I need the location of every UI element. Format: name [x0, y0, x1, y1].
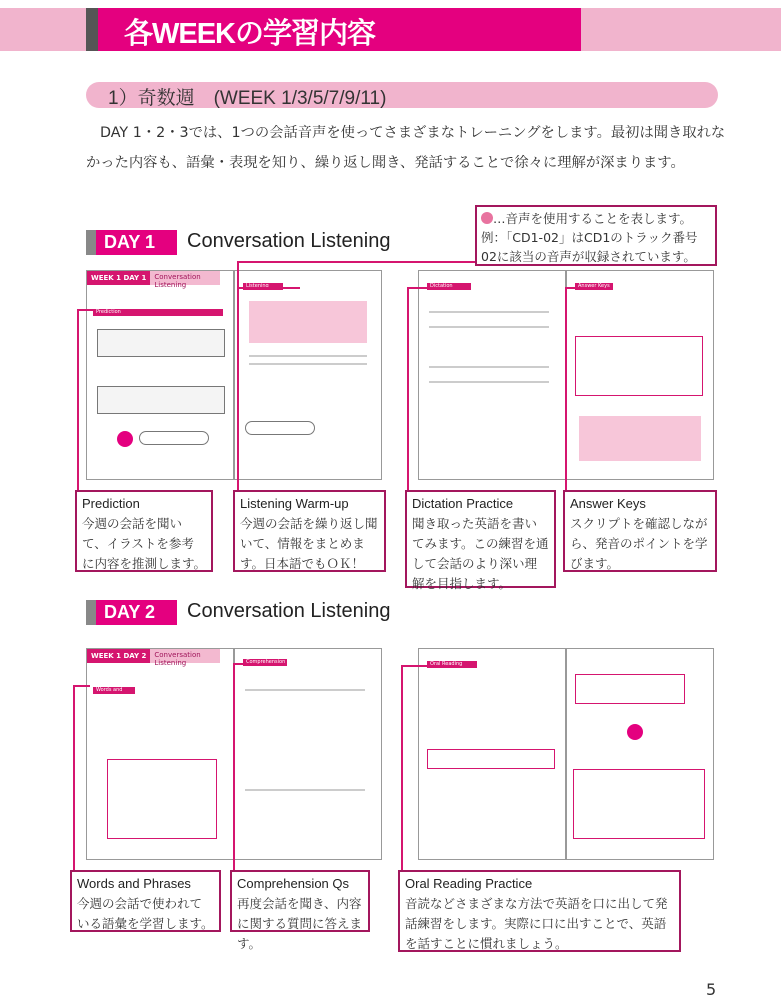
rule-line: [429, 326, 549, 328]
notes-box: [579, 416, 701, 461]
box-words-phrases: Words and Phrases 今週の会話で使われている語彙を学習します。: [70, 870, 221, 932]
day2-label: DAY 2: [86, 600, 177, 625]
day1-spread-right: [418, 270, 714, 480]
box-dictation: Dictation Practice 聞き取った英語を書いてみます。この練習を通して会話のより深い理解を目指します。: [405, 490, 556, 588]
practice-table: [427, 749, 555, 769]
rule-line: [249, 355, 367, 357]
intro-paragraph: DAY 1・2・3では、1つの会話音声を使ってさまざまなトレーニングをします。最初は聞き取れなかった内容も、語彙・表現を知り、繰り返し聞き、発話することで徐々に理解が深まります。: [86, 125, 726, 171]
box-comprehension: Comprehension Qs 再度会話を聞き、内容に関する質問に答えます。: [230, 870, 370, 932]
rule-line: [245, 689, 365, 691]
box-oral-reading: Oral Reading Practice 音読などさまざまな方法で英語を口に出して発話練習をします。実際に口に出すことで、英語を話すことに慣れましょう。: [398, 870, 681, 952]
callout-line1: …音声を使用することを表します。: [493, 211, 693, 226]
day2-title: Conversation Listening: [187, 600, 391, 622]
audio-callout: [475, 205, 717, 266]
rule-line: [429, 311, 549, 313]
page-number: 5: [706, 980, 717, 999]
answer-box: [575, 336, 703, 396]
speech-bubble: [245, 421, 315, 435]
day1-title: Conversation Listening: [187, 230, 391, 252]
illustration: [97, 329, 225, 357]
notes-box: [249, 301, 367, 343]
rule-line: [249, 363, 367, 365]
box-answer-keys: Answer Keys スクリプトを確認しながら、発音のポイントを学びます。: [563, 490, 717, 572]
page-title: 各WEEKの学習内容: [124, 18, 376, 50]
thumb-page: [418, 270, 566, 480]
box-listening-warmup: Listening Warm-up 今週の会話を繰り返し聞いて、情報をまとめます。日本語でもＯＫ！: [233, 490, 386, 572]
section-title: 1）奇数週 (WEEK 1/3/5/7/9/11): [108, 88, 387, 109]
day2-spread-left: [86, 648, 382, 860]
practice-table: [575, 674, 685, 704]
day1-spread-left: [86, 270, 382, 480]
thumb-page: [418, 648, 566, 860]
rule-line: [429, 366, 549, 368]
notes-box: [573, 769, 705, 839]
rule-line: [245, 789, 365, 791]
thumb-section: Words and Phrases: [93, 687, 135, 694]
thumb-section: Oral Reading Practice: [427, 661, 477, 668]
thumb-header: WEEK 1 DAY 2 Conversation Listening: [87, 649, 220, 663]
day2-spread-right: [418, 648, 714, 860]
thumb-section: Dictation Practice: [427, 283, 471, 290]
mascot-icon: [627, 724, 643, 740]
day1-label: DAY 1: [86, 230, 177, 255]
vocab-table: [107, 759, 217, 839]
thumb-page: [234, 648, 382, 860]
thumb-section: Comprehension Qs: [243, 659, 287, 666]
thumb-page: [234, 270, 382, 480]
rule-line: [429, 381, 549, 383]
thumb-section: Listening Warm-up: [243, 283, 283, 290]
box-prediction: Prediction 今週の会話を聞いて、イラストを参考に内容を推測します。: [75, 490, 213, 572]
thumb-page: [566, 648, 714, 860]
thumb-page: [86, 648, 234, 860]
thumb-section: Answer Keys: [575, 283, 613, 290]
thumb-section: Prediction: [93, 309, 223, 316]
mascot-icon: [117, 431, 133, 447]
headphones-icon: [481, 212, 493, 224]
thumb-page: [566, 270, 714, 480]
thumb-header: WEEK 1 DAY 1 Conversation Listening: [87, 271, 220, 285]
illustration: [97, 386, 225, 414]
speech-bubble: [139, 431, 209, 445]
callout-line2: 例：「CD1-02」はCD1のトラック番号02に該当の音声が収録されています。: [481, 230, 698, 264]
thumb-page: [86, 270, 234, 480]
